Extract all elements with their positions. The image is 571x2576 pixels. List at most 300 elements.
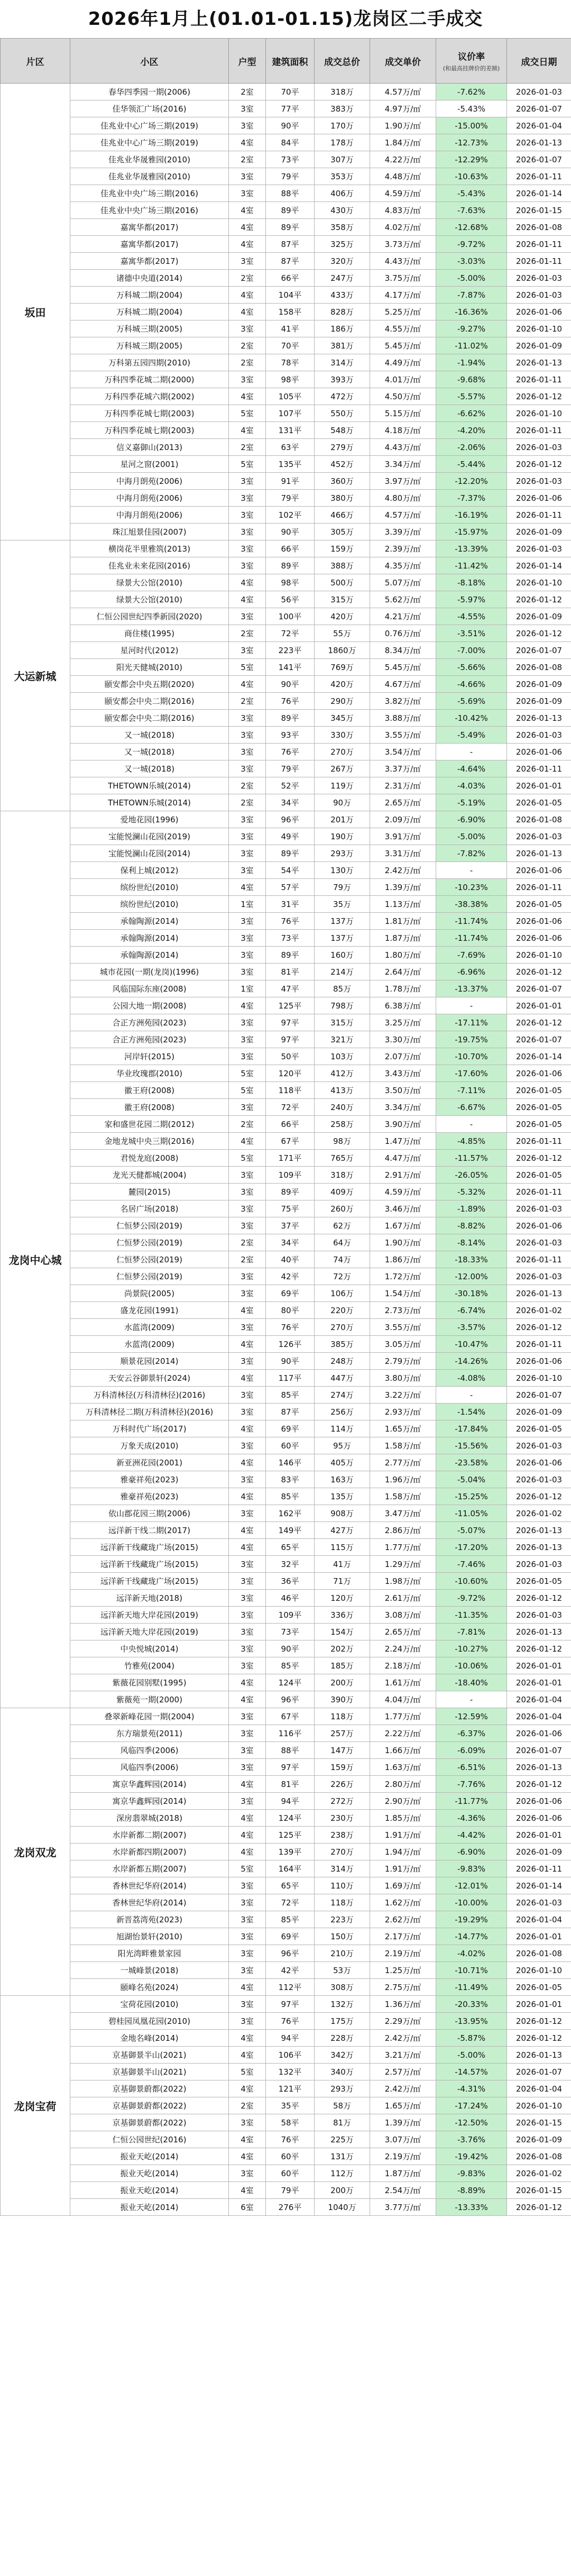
deal-date-cell: 2026-01-04 <box>507 1911 571 1928</box>
community-cell: 麓园(2015) <box>70 1184 229 1200</box>
unit-price-cell: 2.62万/㎡ <box>370 1911 436 1928</box>
bargain-rate-cell: -5.69% <box>436 693 507 710</box>
layout-cell: 3室 <box>229 1268 266 1285</box>
unit-price-cell: 2.42万/㎡ <box>370 2030 436 2047</box>
community-cell: 雅豪祥苑(2023) <box>70 1471 229 1488</box>
unit-price-cell: 2.29万/㎡ <box>370 2013 436 2030</box>
layout-cell: 3室 <box>229 2013 266 2030</box>
total-price-cell: 325万 <box>315 236 370 253</box>
unit-price-cell: 3.55万/㎡ <box>370 727 436 744</box>
community-cell: 金地龙城中央三期(2016) <box>70 1133 229 1150</box>
table-row <box>1 1725 571 1742</box>
bargain-rate-cell: -6.67% <box>436 1099 507 1116</box>
area-cell: 69平 <box>266 1928 315 1945</box>
unit-price-cell: 3.80万/㎡ <box>370 1370 436 1387</box>
table-row <box>1 980 571 997</box>
unit-price-cell: 4.59万/㎡ <box>370 1184 436 1200</box>
area-cell: 58平 <box>266 2114 315 2131</box>
total-price-cell: 358万 <box>315 219 370 236</box>
layout-cell: 4室 <box>229 2047 266 2064</box>
deal-date-cell: 2026-01-11 <box>507 168 571 185</box>
total-price-cell: 185万 <box>315 1657 370 1674</box>
unit-price-cell: 2.77万/㎡ <box>370 1454 436 1471</box>
deal-date-cell: 2026-01-13 <box>507 1624 571 1640</box>
table-row <box>1 117 571 134</box>
table-row <box>1 1082 571 1099</box>
deal-date-cell: 2026-01-06 <box>507 913 571 930</box>
layout-cell: 3室 <box>229 253 266 270</box>
total-price-cell: 210万 <box>315 1945 370 1962</box>
deal-date-cell: 2026-01-01 <box>507 1674 571 1691</box>
community-cell: 嘉寓华都(2017) <box>70 253 229 270</box>
layout-cell: 2室 <box>229 2097 266 2114</box>
total-price-cell: 315万 <box>315 591 370 608</box>
total-price-cell: 1040万 <box>315 2199 370 2216</box>
layout-cell: 3室 <box>229 1945 266 1962</box>
bargain-rate-cell: -8.18% <box>436 574 507 591</box>
total-price-cell: 71万 <box>315 1573 370 1590</box>
deal-date-cell: 2026-01-10 <box>507 2097 571 2114</box>
layout-cell: 3室 <box>229 913 266 930</box>
deal-date-cell: 2026-01-11 <box>507 1860 571 1877</box>
unit-price-cell: 1.72万/㎡ <box>370 1268 436 1285</box>
unit-price-cell: 1.94万/㎡ <box>370 1844 436 1860</box>
area-cell: 41平 <box>266 320 315 337</box>
deal-date-cell: 2026-01-14 <box>507 1877 571 1894</box>
unit-price-cell: 4.18万/㎡ <box>370 422 436 439</box>
community-cell: 佳华领汇广场(2016) <box>70 100 229 117</box>
community-cell: 远洋新干线藏珑广场(2015) <box>70 1539 229 1556</box>
unit-price-cell: 1.77万/㎡ <box>370 1708 436 1725</box>
community-cell: 仁恒公园世纪(2016) <box>70 2131 229 2148</box>
bargain-rate-cell: -6.74% <box>436 1302 507 1319</box>
bargain-rate-cell: -5.00% <box>436 270 507 287</box>
area-cell: 76平 <box>266 1319 315 1336</box>
unit-price-cell: 3.39万/㎡ <box>370 524 436 540</box>
table-row <box>1 371 571 388</box>
deal-date-cell: 2026-01-10 <box>507 405 571 422</box>
unit-price-cell: 4.83万/㎡ <box>370 202 436 219</box>
community-cell: 城市花园(一期(龙岗)(1996) <box>70 964 229 980</box>
deal-date-cell: 2026-01-06 <box>507 862 571 879</box>
bargain-rate-cell: -9.68% <box>436 371 507 388</box>
community-cell: 振业天屹(2014) <box>70 2199 229 2216</box>
deal-date-cell: 2026-01-14 <box>507 557 571 574</box>
layout-cell: 3室 <box>229 1353 266 1370</box>
community-cell: 水蓝湾(2009) <box>70 1336 229 1353</box>
area-cell: 57平 <box>266 879 315 896</box>
table-row <box>1 490 571 507</box>
table-row <box>1 1691 571 1708</box>
total-price-cell: 433万 <box>315 287 370 304</box>
bargain-rate-cell: -5.32% <box>436 1184 507 1200</box>
unit-price-cell: 3.34万/㎡ <box>370 1099 436 1116</box>
bargain-rate-cell: -7.81% <box>436 1624 507 1640</box>
community-cell: 佳兆业未来花园(2016) <box>70 557 229 574</box>
layout-cell: 2室 <box>229 1234 266 1251</box>
deal-date-cell: 2026-01-12 <box>507 2013 571 2030</box>
bargain-rate-cell: -5.97% <box>436 591 507 608</box>
table-row <box>1 1860 571 1877</box>
layout-cell: 4室 <box>229 1370 266 1387</box>
unit-price-cell: 1.98万/㎡ <box>370 1573 436 1590</box>
table-row <box>1 1708 571 1725</box>
table-row <box>1 1268 571 1285</box>
table-row <box>1 1302 571 1319</box>
layout-cell: 3室 <box>229 964 266 980</box>
table-row <box>1 879 571 896</box>
unit-price-cell: 2.31万/㎡ <box>370 777 436 794</box>
area-cell: 149平 <box>266 1522 315 1539</box>
table-row <box>1 2013 571 2030</box>
table-row <box>1 1793 571 1810</box>
deal-date-cell: 2026-01-08 <box>507 1945 571 1962</box>
bargain-rate-cell: -14.77% <box>436 1928 507 1945</box>
layout-cell: 3室 <box>229 1759 266 1776</box>
unit-price-cell: 2.75万/㎡ <box>370 1979 436 1996</box>
deal-date-cell: 2026-01-06 <box>507 930 571 947</box>
bargain-rate-cell: -3.57% <box>436 1319 507 1336</box>
deal-date-cell: 2026-01-12 <box>507 388 571 405</box>
area-cell: 85平 <box>266 1488 315 1505</box>
total-price-cell: 360万 <box>315 473 370 490</box>
area-cell: 124平 <box>266 1674 315 1691</box>
bargain-rate-cell: -14.57% <box>436 2064 507 2080</box>
total-price-cell: 388万 <box>315 557 370 574</box>
bargain-rate-cell: -11.35% <box>436 1607 507 1624</box>
total-price-cell: 452万 <box>315 456 370 473</box>
table-body <box>1 84 571 2216</box>
layout-cell: 3室 <box>229 845 266 862</box>
total-price-cell: 238万 <box>315 1827 370 1844</box>
total-price-cell: 159万 <box>315 1759 370 1776</box>
table-row <box>1 1454 571 1471</box>
deal-date-cell: 2026-01-06 <box>507 1353 571 1370</box>
bargain-rate-cell: -38.38% <box>436 896 507 913</box>
total-price-cell: 380万 <box>315 490 370 507</box>
total-price-cell: 228万 <box>315 2030 370 2047</box>
table-row <box>1 1184 571 1200</box>
layout-cell: 3室 <box>229 1640 266 1657</box>
area-cell: 78平 <box>266 354 315 371</box>
layout-cell: 3室 <box>229 1167 266 1184</box>
unit-price-cell: 3.73万/㎡ <box>370 236 436 253</box>
community-cell: 承翰陶源(2014) <box>70 913 229 930</box>
bargain-rate-cell: -5.87% <box>436 2030 507 2047</box>
bargain-rate-cell: -1.54% <box>436 1404 507 1420</box>
total-price-cell: 115万 <box>315 1539 370 1556</box>
deal-date-cell: 2026-01-13 <box>507 1285 571 1302</box>
bargain-rate-cell: -10.27% <box>436 1640 507 1657</box>
total-price-cell: 85万 <box>315 980 370 997</box>
area-cell: 34平 <box>266 1234 315 1251</box>
total-price-cell: 79万 <box>315 879 370 896</box>
community-cell: 君悦龙庭(2008) <box>70 1150 229 1167</box>
layout-cell: 2室 <box>229 337 266 354</box>
deal-date-cell: 2026-01-11 <box>507 507 571 524</box>
total-price-cell: 186万 <box>315 320 370 337</box>
deal-date-cell: 2026-01-02 <box>507 2165 571 2182</box>
bargain-rate-cell: -9.27% <box>436 320 507 337</box>
bargain-rate-cell: -10.63% <box>436 168 507 185</box>
table-row <box>1 1319 571 1336</box>
table-row <box>1 608 571 625</box>
table-row <box>1 930 571 947</box>
unit-price-cell: 1.58万/㎡ <box>370 1488 436 1505</box>
area-cell: 97平 <box>266 1014 315 1031</box>
total-price-cell: 132万 <box>315 1996 370 2013</box>
unit-price-cell: 3.37万/㎡ <box>370 760 436 777</box>
table-row <box>1 1133 571 1150</box>
header-total-price: 成交总价 <box>315 39 370 84</box>
table-row <box>1 1014 571 1031</box>
area-cell: 125平 <box>266 997 315 1014</box>
layout-cell: 3室 <box>229 524 266 540</box>
layout-cell: 4室 <box>229 2182 266 2199</box>
deal-date-cell: 2026-01-12 <box>507 2030 571 2047</box>
community-cell: 佳兆业中央广场三期(2016) <box>70 185 229 202</box>
area-cell: 90平 <box>266 117 315 134</box>
layout-cell: 3室 <box>229 2165 266 2182</box>
table-row <box>1 337 571 354</box>
bargain-rate-cell: -15.00% <box>436 117 507 134</box>
community-cell: 水蓝湾(2009) <box>70 1319 229 1336</box>
area-cell: 223平 <box>266 642 315 659</box>
table-row <box>1 1522 571 1539</box>
bargain-rate-cell: -3.76% <box>436 2131 507 2148</box>
unit-price-cell: 5.45万/㎡ <box>370 337 436 354</box>
bargain-rate-cell: - <box>436 1116 507 1133</box>
layout-cell: 2室 <box>229 1116 266 1133</box>
deal-date-cell: 2026-01-12 <box>507 964 571 980</box>
table-row <box>1 1590 571 1607</box>
table-row <box>1 964 571 980</box>
total-price-cell: 420万 <box>315 676 370 693</box>
total-price-cell: 318万 <box>315 84 370 100</box>
total-price-cell: 336万 <box>315 1607 370 1624</box>
total-price-cell: 258万 <box>315 1116 370 1133</box>
community-cell: 深房翡翠城(2018) <box>70 1810 229 1827</box>
bargain-rate-cell: -19.75% <box>436 1031 507 1048</box>
unit-price-cell: 3.91万/㎡ <box>370 828 436 845</box>
total-price-cell: 270万 <box>315 744 370 760</box>
table-row <box>1 1877 571 1894</box>
unit-price-cell: 2.22万/㎡ <box>370 1725 436 1742</box>
deal-date-cell: 2026-01-06 <box>507 744 571 760</box>
layout-cell: 3室 <box>229 2114 266 2131</box>
table-row <box>1 405 571 422</box>
area-cell: 37平 <box>266 1217 315 1234</box>
table-row <box>1 828 571 845</box>
area-cell: 83平 <box>266 1471 315 1488</box>
total-price-cell: 178万 <box>315 134 370 151</box>
layout-cell: 2室 <box>229 777 266 794</box>
table-row <box>1 2080 571 2097</box>
total-price-cell: 53万 <box>315 1962 370 1979</box>
bargain-rate-cell: -6.90% <box>436 1844 507 1860</box>
unit-price-cell: 2.79万/㎡ <box>370 1353 436 1370</box>
area-cell: 97平 <box>266 1759 315 1776</box>
total-price-cell: 200万 <box>315 1674 370 1691</box>
table-row <box>1 540 571 557</box>
layout-cell: 3室 <box>229 1404 266 1420</box>
area-cell: 72平 <box>266 625 315 642</box>
table-row <box>1 625 571 642</box>
unit-price-cell: 1.67万/㎡ <box>370 1217 436 1234</box>
table-row <box>1 896 571 913</box>
layout-cell: 4室 <box>229 1539 266 1556</box>
bargain-rate-cell: -12.59% <box>436 1708 507 1725</box>
layout-cell: 3室 <box>229 930 266 947</box>
table-row <box>1 997 571 1014</box>
layout-cell: 3室 <box>229 1725 266 1742</box>
total-price-cell: 170万 <box>315 117 370 134</box>
deal-date-cell: 2026-01-06 <box>507 1725 571 1742</box>
bargain-rate-cell: -13.39% <box>436 540 507 557</box>
layout-cell: 3室 <box>229 540 266 557</box>
total-price-cell: 256万 <box>315 1404 370 1420</box>
unit-price-cell: 2.57万/㎡ <box>370 2064 436 2080</box>
area-cell: 35平 <box>266 2097 315 2114</box>
area-cell: 42平 <box>266 1268 315 1285</box>
deal-date-cell: 2026-01-09 <box>507 676 571 693</box>
area-cell: 100平 <box>266 608 315 625</box>
deal-date-cell: 2026-01-13 <box>507 845 571 862</box>
area-cell: 139平 <box>266 1844 315 1860</box>
area-cell: 96平 <box>266 1945 315 1962</box>
layout-cell: 3室 <box>229 1962 266 1979</box>
layout-cell: 3室 <box>229 1708 266 1725</box>
community-cell: 远洋新天地(2018) <box>70 1590 229 1607</box>
community-cell: 承翰陶源(2014) <box>70 930 229 947</box>
unit-price-cell: 1.85万/㎡ <box>370 1810 436 1827</box>
bargain-rate-cell: -15.97% <box>436 524 507 540</box>
community-cell: 仁恒梦公园(2019) <box>70 1234 229 1251</box>
bargain-rate-cell: -5.49% <box>436 727 507 744</box>
community-cell: 颐峰名苑(2024) <box>70 1979 229 1996</box>
layout-cell: 3室 <box>229 710 266 727</box>
layout-cell: 3室 <box>229 557 266 574</box>
layout-cell: 2室 <box>229 439 266 456</box>
layout-cell: 3室 <box>229 1556 266 1573</box>
deal-date-cell: 2026-01-06 <box>507 1793 571 1810</box>
deal-date-cell: 2026-01-14 <box>507 185 571 202</box>
area-cell: 85平 <box>266 1911 315 1928</box>
total-price-cell: 314万 <box>315 1860 370 1877</box>
total-price-cell: 798万 <box>315 997 370 1014</box>
deal-date-cell: 2026-01-12 <box>507 591 571 608</box>
layout-cell: 3室 <box>229 947 266 964</box>
area-cell: 126平 <box>266 1336 315 1353</box>
bargain-rate-cell: -5.44% <box>436 456 507 473</box>
bargain-rate-cell: -5.66% <box>436 659 507 676</box>
table-row <box>1 947 571 964</box>
total-price-cell: 248万 <box>315 1353 370 1370</box>
table-row <box>1 1556 571 1573</box>
area-cell: 52平 <box>266 777 315 794</box>
total-price-cell: 226万 <box>315 1776 370 1793</box>
area-cell: 66平 <box>266 270 315 287</box>
bargain-rate-cell: -11.42% <box>436 557 507 574</box>
unit-price-cell: 1.25万/㎡ <box>370 1962 436 1979</box>
area-cell: 32平 <box>266 1556 315 1573</box>
total-price-cell: 201万 <box>315 811 370 828</box>
deal-date-cell: 2026-01-08 <box>507 219 571 236</box>
community-cell: 远洋新干线二期(2017) <box>70 1522 229 1539</box>
area-cell: 70平 <box>266 84 315 100</box>
transaction-table <box>0 38 571 2216</box>
total-price-cell: 118万 <box>315 1708 370 1725</box>
layout-cell: 5室 <box>229 2064 266 2080</box>
table-row <box>1 507 571 524</box>
area-cell: 46平 <box>266 1590 315 1607</box>
total-price-cell: 330万 <box>315 727 370 744</box>
community-cell: 远洋新天地大岸花园(2019) <box>70 1624 229 1640</box>
total-price-cell: 137万 <box>315 913 370 930</box>
layout-cell: 2室 <box>229 84 266 100</box>
layout-cell: 4室 <box>229 219 266 236</box>
layout-cell: 4室 <box>229 1522 266 1539</box>
unit-price-cell: 3.88万/㎡ <box>370 710 436 727</box>
layout-cell: 4室 <box>229 1844 266 1860</box>
area-cell: 98平 <box>266 371 315 388</box>
deal-date-cell: 2026-01-15 <box>507 2114 571 2131</box>
area-cell: 107平 <box>266 405 315 422</box>
table-row <box>1 1167 571 1184</box>
table-row <box>1 1844 571 1860</box>
total-price-cell: 413万 <box>315 1082 370 1099</box>
area-cell: 120平 <box>266 1065 315 1082</box>
deal-date-cell: 2026-01-05 <box>507 1420 571 1437</box>
bargain-rate-cell: -4.42% <box>436 1827 507 1844</box>
deal-date-cell: 2026-01-03 <box>507 1200 571 1217</box>
layout-cell: 4室 <box>229 2030 266 2047</box>
bargain-rate-cell: -11.49% <box>436 1979 507 1996</box>
deal-date-cell: 2026-01-01 <box>507 1657 571 1674</box>
bargain-rate-cell: -18.40% <box>436 1674 507 1691</box>
deal-date-cell: 2026-01-08 <box>507 659 571 676</box>
unit-price-cell: 2.19万/㎡ <box>370 2148 436 2165</box>
bargain-rate-cell: -19.42% <box>436 2148 507 2165</box>
total-price-cell: 103万 <box>315 1048 370 1065</box>
table-row <box>1 1404 571 1420</box>
unit-price-cell: 2.07万/㎡ <box>370 1048 436 1065</box>
community-cell: 颐安都会中央二期(2016) <box>70 693 229 710</box>
table-row <box>1 1640 571 1657</box>
area-cell: 146平 <box>266 1454 315 1471</box>
layout-cell: 3室 <box>229 1014 266 1031</box>
deal-date-cell: 2026-01-03 <box>507 1234 571 1251</box>
deal-date-cell: 2026-01-12 <box>507 1488 571 1505</box>
table-row <box>1 1285 571 1302</box>
area-cell: 47平 <box>266 980 315 997</box>
bargain-rate-cell: -10.42% <box>436 710 507 727</box>
deal-date-cell: 2026-01-05 <box>507 1979 571 1996</box>
deal-date-cell: 2026-01-10 <box>507 1962 571 1979</box>
layout-cell: 3室 <box>229 811 266 828</box>
deal-date-cell: 2026-01-09 <box>507 2131 571 2148</box>
bargain-rate-cell: -5.00% <box>436 2047 507 2064</box>
layout-cell: 4室 <box>229 1302 266 1319</box>
deal-date-cell: 2026-01-11 <box>507 879 571 896</box>
area-cell: 89平 <box>266 557 315 574</box>
deal-date-cell: 2026-01-06 <box>507 490 571 507</box>
bargain-rate-cell: - <box>436 1387 507 1404</box>
region-cell: 龙岗宝荷 <box>1 1996 70 2216</box>
table-row <box>1 1505 571 1522</box>
table-row <box>1 794 571 811</box>
total-price-cell: 64万 <box>315 1234 370 1251</box>
